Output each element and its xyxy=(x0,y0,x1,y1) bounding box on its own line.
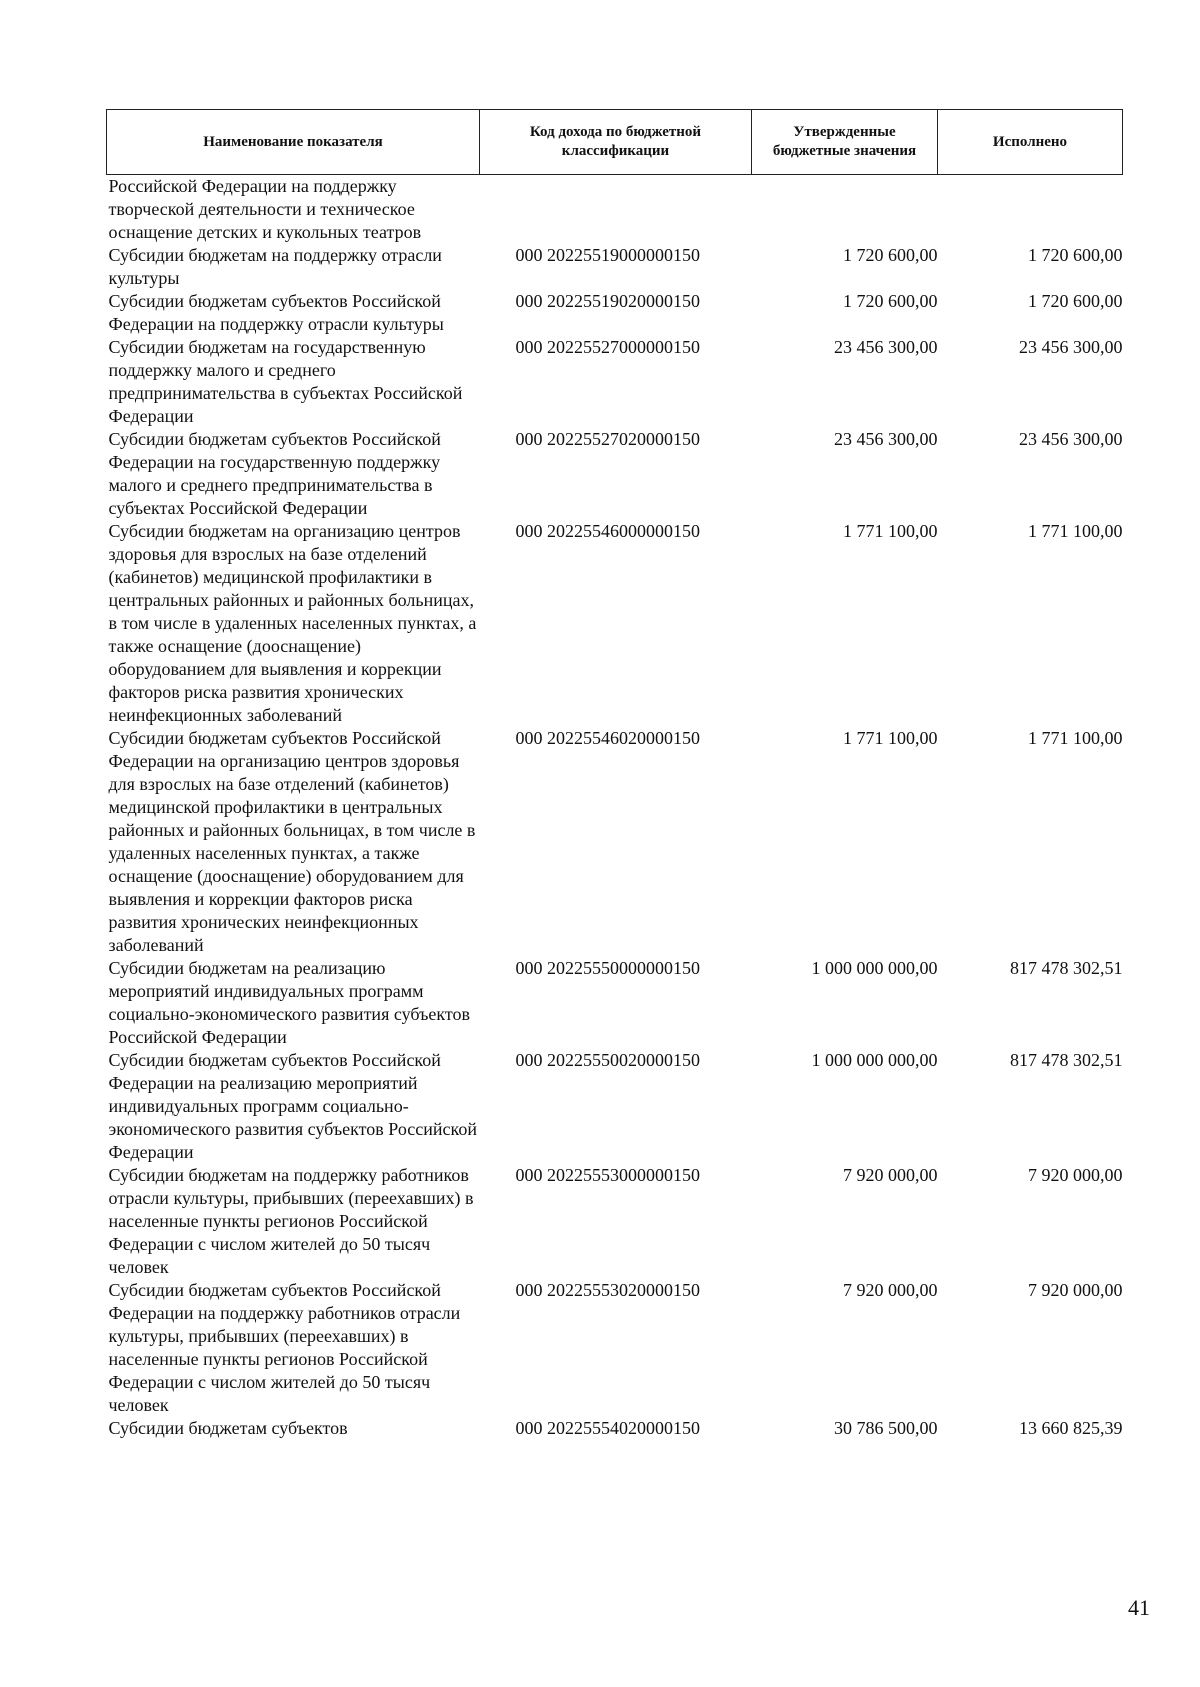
table-row xyxy=(107,290,1123,336)
approved-value-cell: 30 786 500,00 xyxy=(834,1418,938,1438)
executed-value-cell: 23 456 300,00 xyxy=(1019,337,1123,357)
indicator-name-cell: Российской Федерации на поддержку творческой деятельности и техническое оснащение детских и кукольных театров xyxy=(108,176,422,242)
executed-value-cell: 7 920 000,00 xyxy=(1028,1165,1123,1185)
approved-value-cell: 23 456 300,00 xyxy=(834,337,938,357)
table-row xyxy=(107,520,1123,727)
header-revenue-code: Код дохода по бюджетной классификации xyxy=(480,110,752,175)
table-row xyxy=(107,1417,1123,1440)
executed-value-cell: 817 478 302,51 xyxy=(1010,1050,1123,1070)
revenue-code-cell xyxy=(480,175,752,245)
indicator-name-cell: Субсидии бюджетам субъектов Российской Федерации на поддержку отрасли культуры xyxy=(108,291,444,334)
revenue-code-cell: 000 20225519020000150 xyxy=(515,291,700,311)
header-approved-values: Утвержденные бюджетные значения xyxy=(752,110,938,175)
revenue-code-cell: 000 20225546020000150 xyxy=(515,728,700,748)
header-executed: Исполнено xyxy=(938,110,1123,175)
table-body xyxy=(107,175,1123,1441)
indicator-name-cell: Субсидии бюджетам на государственную поддержку малого и среднего предпринимательства в субъектах Российской Федерации xyxy=(108,337,463,426)
table-row xyxy=(107,244,1123,290)
executed-value-cell: 1 720 600,00 xyxy=(1028,245,1123,265)
indicator-name-cell: Субсидии бюджетам на организацию центров здоровья для взрослых на базе отделений (кабинетов) медицинской профилактики в центральных районных и районных больницах, в том числе в удаленных населенных пунктах, а также оснащение (дооснащение) оборудованием для выявления и коррекции факторов риска развития хронических неинфекционных заболеваний xyxy=(108,521,477,725)
revenue-code-cell: 000 20225553020000150 xyxy=(515,1280,700,1300)
indicator-name-cell: Субсидии бюджетам субъектов Российской Федерации на реализацию мероприятий индивидуальных программ социально-экономического развития субъектов Российской Федерации xyxy=(108,1050,477,1162)
indicator-name-cell: Субсидии бюджетам субъектов Российской Федерации на государственную поддержку малого и среднего предпринимательства в субъектах Российской Федерации xyxy=(108,429,441,518)
revenue-code-cell: 000 20225550020000150 xyxy=(515,1050,700,1070)
approved-value-cell: 1 771 100,00 xyxy=(843,521,938,541)
revenue-code-cell: 000 20225550000000150 xyxy=(515,958,700,978)
revenue-code-cell: 000 20225527020000150 xyxy=(515,429,700,449)
executed-value-cell: 817 478 302,51 xyxy=(1010,958,1123,978)
table-row xyxy=(107,175,1123,245)
executed-value-cell: 1 771 100,00 xyxy=(1028,728,1123,748)
budget-revenue-table xyxy=(106,109,1123,1440)
indicator-name-cell: Субсидии бюджетам субъектов Российской Федерации на поддержку работников отрасли культуры, прибывших (переехавших) в населенные пункты регионов Российской Федерации с числом жителей до 50 тысяч человек xyxy=(108,1280,461,1415)
approved-value-cell: 1 000 000 000,00 xyxy=(811,1050,938,1070)
revenue-code-cell: 000 20225553000000150 xyxy=(515,1165,700,1185)
indicator-name-cell: Субсидии бюджетам на реализацию мероприятий индивидуальных программ социально-экономического развития субъектов Российской Федерации xyxy=(108,958,471,1047)
approved-value-cell: 1 720 600,00 xyxy=(843,245,938,265)
executed-value-cell: 7 920 000,00 xyxy=(1028,1280,1123,1300)
revenue-code-cell: 000 20225527000000150 xyxy=(515,337,700,357)
table-row xyxy=(107,727,1123,957)
page-number: 41 xyxy=(1128,1595,1150,1620)
approved-value-cell: 1 771 100,00 xyxy=(843,728,938,748)
approved-value-cell: 1 720 600,00 xyxy=(843,291,938,311)
executed-value-cell: 13 660 825,39 xyxy=(1019,1418,1123,1438)
revenue-code-cell: 000 20225554020000150 xyxy=(515,1418,700,1438)
approved-value-cell: 7 920 000,00 xyxy=(843,1280,938,1300)
table-header xyxy=(107,110,1123,175)
table-row xyxy=(107,1279,1123,1417)
indicator-name-cell: Субсидии бюджетам на поддержку отрасли культуры xyxy=(108,245,442,288)
executed-value-cell: 23 456 300,00 xyxy=(1019,429,1123,449)
table-row xyxy=(107,428,1123,520)
executed-value-cell xyxy=(938,175,1123,245)
revenue-code-cell: 000 20225546000000150 xyxy=(515,521,700,541)
executed-value-cell: 1 720 600,00 xyxy=(1028,291,1123,311)
table-row xyxy=(107,957,1123,1049)
approved-value-cell: 23 456 300,00 xyxy=(834,429,938,449)
indicator-name-cell: Субсидии бюджетам субъектов xyxy=(108,1418,348,1438)
table-row xyxy=(107,1164,1123,1279)
indicator-name-cell: Субсидии бюджетам субъектов Российской Федерации на организацию центров здоровья для взрослых на базе отделений (кабинетов) медицинской профилактики в центральных районных и районных больницах, в том числе в удаленных населенных пунктах, а также оснащение (дооснащение) оборудованием для выявления и коррекции факторов риска развития хронических неинфекционных заболеваний xyxy=(108,728,476,955)
revenue-code-cell: 000 20225519000000150 xyxy=(515,245,700,265)
indicator-name-cell: Субсидии бюджетам на поддержку работников отрасли культуры, прибывших (переехавших) в населенные пункты регионов Российской Федерации с числом жителей до 50 тысяч человек xyxy=(108,1165,474,1277)
header-indicator-name: Наименование показателя xyxy=(107,110,480,175)
approved-value-cell: 1 000 000 000,00 xyxy=(811,958,938,978)
executed-value-cell: 1 771 100,00 xyxy=(1028,521,1123,541)
approved-value-cell: 7 920 000,00 xyxy=(843,1165,938,1185)
table-row xyxy=(107,336,1123,428)
approved-value-cell xyxy=(752,175,938,245)
table-row xyxy=(107,1049,1123,1164)
